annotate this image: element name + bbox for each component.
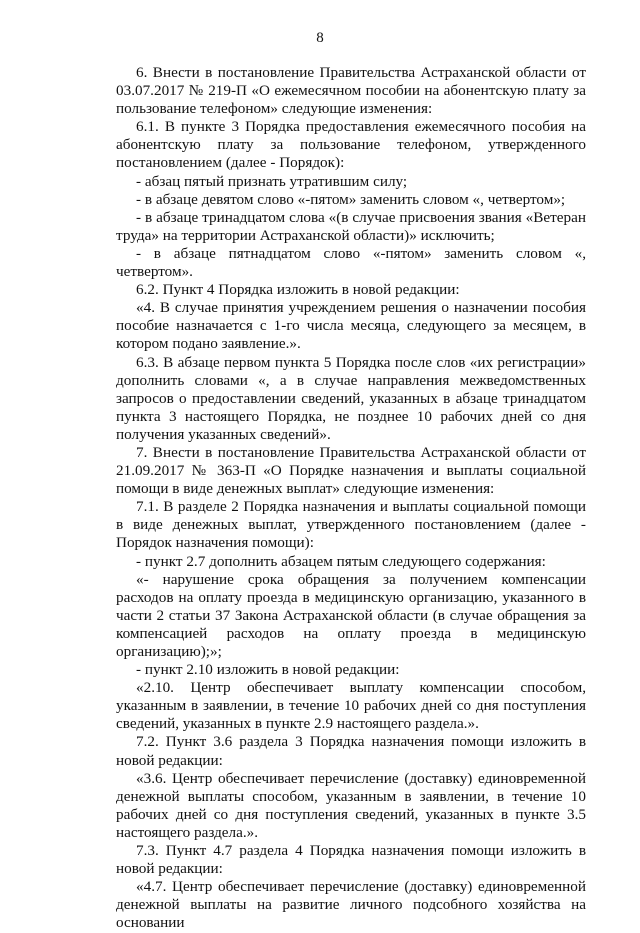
paragraph-6-2: 6.2. Пункт 4 Порядка изложить в новой редакции:	[136, 281, 460, 299]
paragraph-6-3: 6.3. В абзаце первом пункта 5 Порядка после слов «их регистрации» дополнить словами «, а в случае направления межведомственных запросов о предоставлении сведений, указанных в абзаце тринадцатом пункта 3 настоящего Порядка, не позднее 10 рабочих дней со дня получения указанных сведений».	[116, 353, 586, 443]
quote-7-1-b: «2.10. Центр обеспечивает выплату компенсации способом, указанным в заявлении, в течение 10 рабочих дней со дня поступления сведений, указанных в пункте 2.9 настоящего раздела.».	[116, 679, 586, 733]
paragraph-7-2: 7.2. Пункт 3.6 раздела 3 Порядка назначения помощи изложить в новой редакции:	[116, 733, 586, 769]
list-item-6-1-d: - в абзаце пятнадцатом слово «-пятом» заменить словом «, четвертом».	[116, 244, 586, 281]
list-item-6-1-a: - абзац пятый признать утратившим силу;	[136, 172, 408, 190]
paragraph-7-1: 7.1. В разделе 2 Порядка назначения и выплаты социальной помощи в виде денежных выплат, утвержденного постановлением (далее - Порядок назначения помощи):	[116, 498, 586, 552]
paragraph-7-intro: 7. Внести в постановление Правительства Астраханской области от 21.09.2017 № 363-П «О Порядке назначения и выплаты социальной помощи в виде денежных выплат» следующие изменения:	[116, 443, 586, 498]
list-item-6-1-c: - в абзаце тринадцатом слова «(в случае присвоения звания «Ветеран труда» на территории Астраханской области)» исключить;	[116, 208, 586, 244]
document-body	[116, 64, 586, 933]
list-item-6-1-b: - в абзаце девятом слово «-пятом» заменить словом «, четвертом»;	[136, 190, 566, 208]
paragraph-6-1: 6.1. В пункте 3 Порядка предоставления ежемесячного пособия на абонентскую плату за пользование телефоном, утвержденного постановлением (далее - Порядок):	[116, 118, 586, 172]
list-item-7-1-b: - пункт 2.10 изложить в новой редакции:	[136, 661, 400, 679]
quote-7-1-a: «- нарушение срока обращения за получением компенсации расходов на оплату проезда в медицинскую организацию, указанного в части 2 статьи 37 Закона Астраханской области (в случае обращения за компенсацией расходов на оплату проезда в медицинскую организацию);»;	[116, 570, 586, 660]
quote-7-2: «3.6. Центр обеспечивает перечисление (доставку) единовременной денежной выплаты способом, указанным в заявлении, в течение 10 рабочих дней со дня поступления сведений, указанных в пункте 3.5 настоящего раздела.».	[116, 769, 586, 841]
paragraph-6-intro: 6. Внести в постановление Правительства Астраханской области от 03.07.2017 № 219-П «О ежемесячном пособии на абонентскую плату за пользование телефоном» следующие изменения:	[116, 64, 586, 118]
list-item-7-1-a: - пункт 2.7 дополнить абзацем пятым следующего содержания:	[136, 552, 546, 570]
paragraph-7-3: 7.3. Пункт 4.7 раздела 4 Порядка назначения помощи изложить в новой редакции:	[116, 842, 586, 878]
quote-7-3: «4.7. Центр обеспечивает перечисление (доставку) единовременной денежной выплаты на развитие личного подсобного хозяйства на основании	[116, 878, 586, 932]
quote-6-2: «4. В случае принятия учреждением решения о назначении пособия пособие назначается с 1-го числа месяца, следующего за месяцем, в котором подано заявление.».	[116, 299, 586, 353]
page-number: 8	[316, 30, 324, 46]
